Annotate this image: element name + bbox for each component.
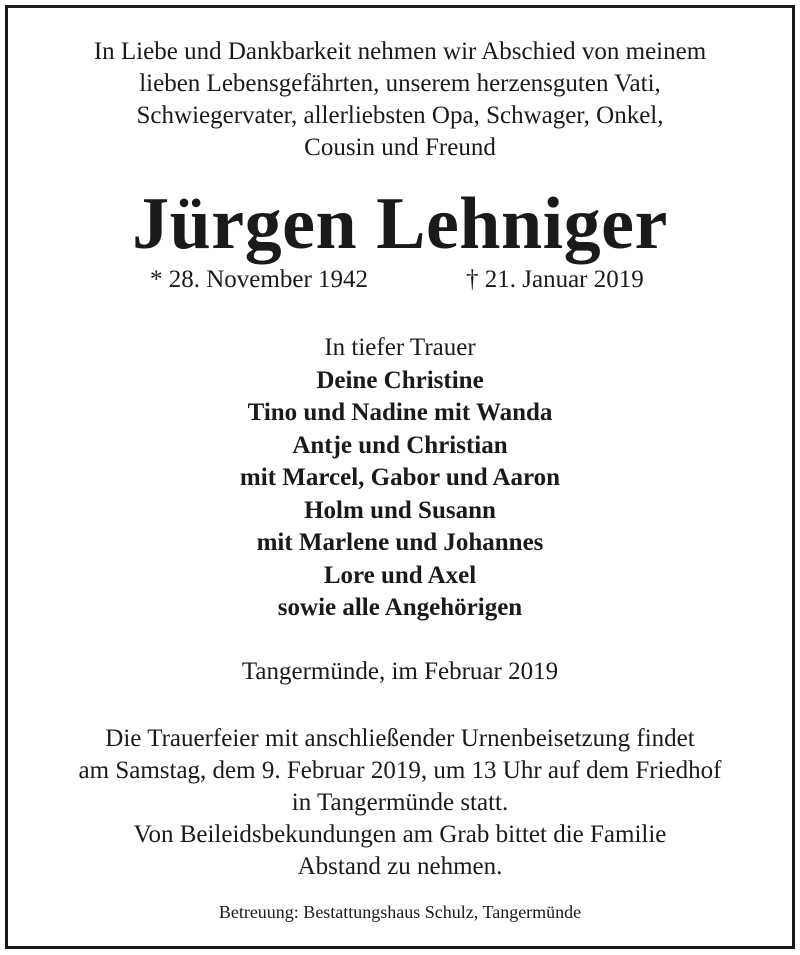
mourner-name: Deine Christine bbox=[316, 366, 484, 394]
funeral-line: am Samstag, dem 9. Februar 2019, um 13 Uhr auf dem Friedhof bbox=[78, 757, 722, 784]
intro-text bbox=[8, 36, 792, 164]
death-date: † 21. Januar 2019 bbox=[466, 266, 644, 293]
mourner-name: sowie alle Angehörigen bbox=[277, 594, 523, 621]
mourner-name: mit Marlene und Johannes bbox=[256, 529, 544, 556]
mourner-name: Lore und Axel bbox=[323, 561, 477, 589]
mourner-name: Antje und Christian bbox=[292, 431, 508, 459]
obituary-frame bbox=[5, 5, 795, 949]
funeral-line: Die Trauerfeier mit anschließender Urnenbeisetzung findet bbox=[105, 725, 695, 752]
intro-line: Schwiegervater, allerliebsten Opa, Schwager, Onkel, bbox=[136, 102, 664, 129]
funeral-line: in Tangermünde statt. bbox=[291, 789, 509, 816]
deceased-name: Jürgen Lehniger bbox=[132, 183, 668, 265]
mourner-name: Tino und Nadine mit Wanda bbox=[247, 399, 553, 426]
funeral-line: Von Beileidsbekundungen am Grab bittet die Familie bbox=[133, 821, 667, 848]
intro-line: Cousin und Freund bbox=[304, 134, 496, 161]
mourner-name: Holm und Susann bbox=[304, 496, 496, 524]
undertaker-credit: Betreuung: Bestattungshaus Schulz, Tangermünde bbox=[218, 902, 582, 922]
intro-line: lieben Lebensgefährten, unserem herzensguten Vati, bbox=[139, 70, 661, 97]
mourner-name: mit Marcel, Gabor und Aaron bbox=[239, 464, 561, 491]
funeral-notice bbox=[8, 723, 792, 883]
place-date: Tangermünde, im Februar 2019 bbox=[241, 658, 559, 685]
intro-line: In Liebe und Dankbarkeit nehmen wir Abschied von meinem bbox=[93, 38, 707, 65]
funeral-line: Abstand zu nehmen. bbox=[297, 853, 503, 880]
birth-date: * 28. November 1942 bbox=[150, 266, 369, 293]
mourners-list bbox=[8, 332, 792, 625]
mourners-lead: In tiefer Trauer bbox=[324, 334, 476, 361]
